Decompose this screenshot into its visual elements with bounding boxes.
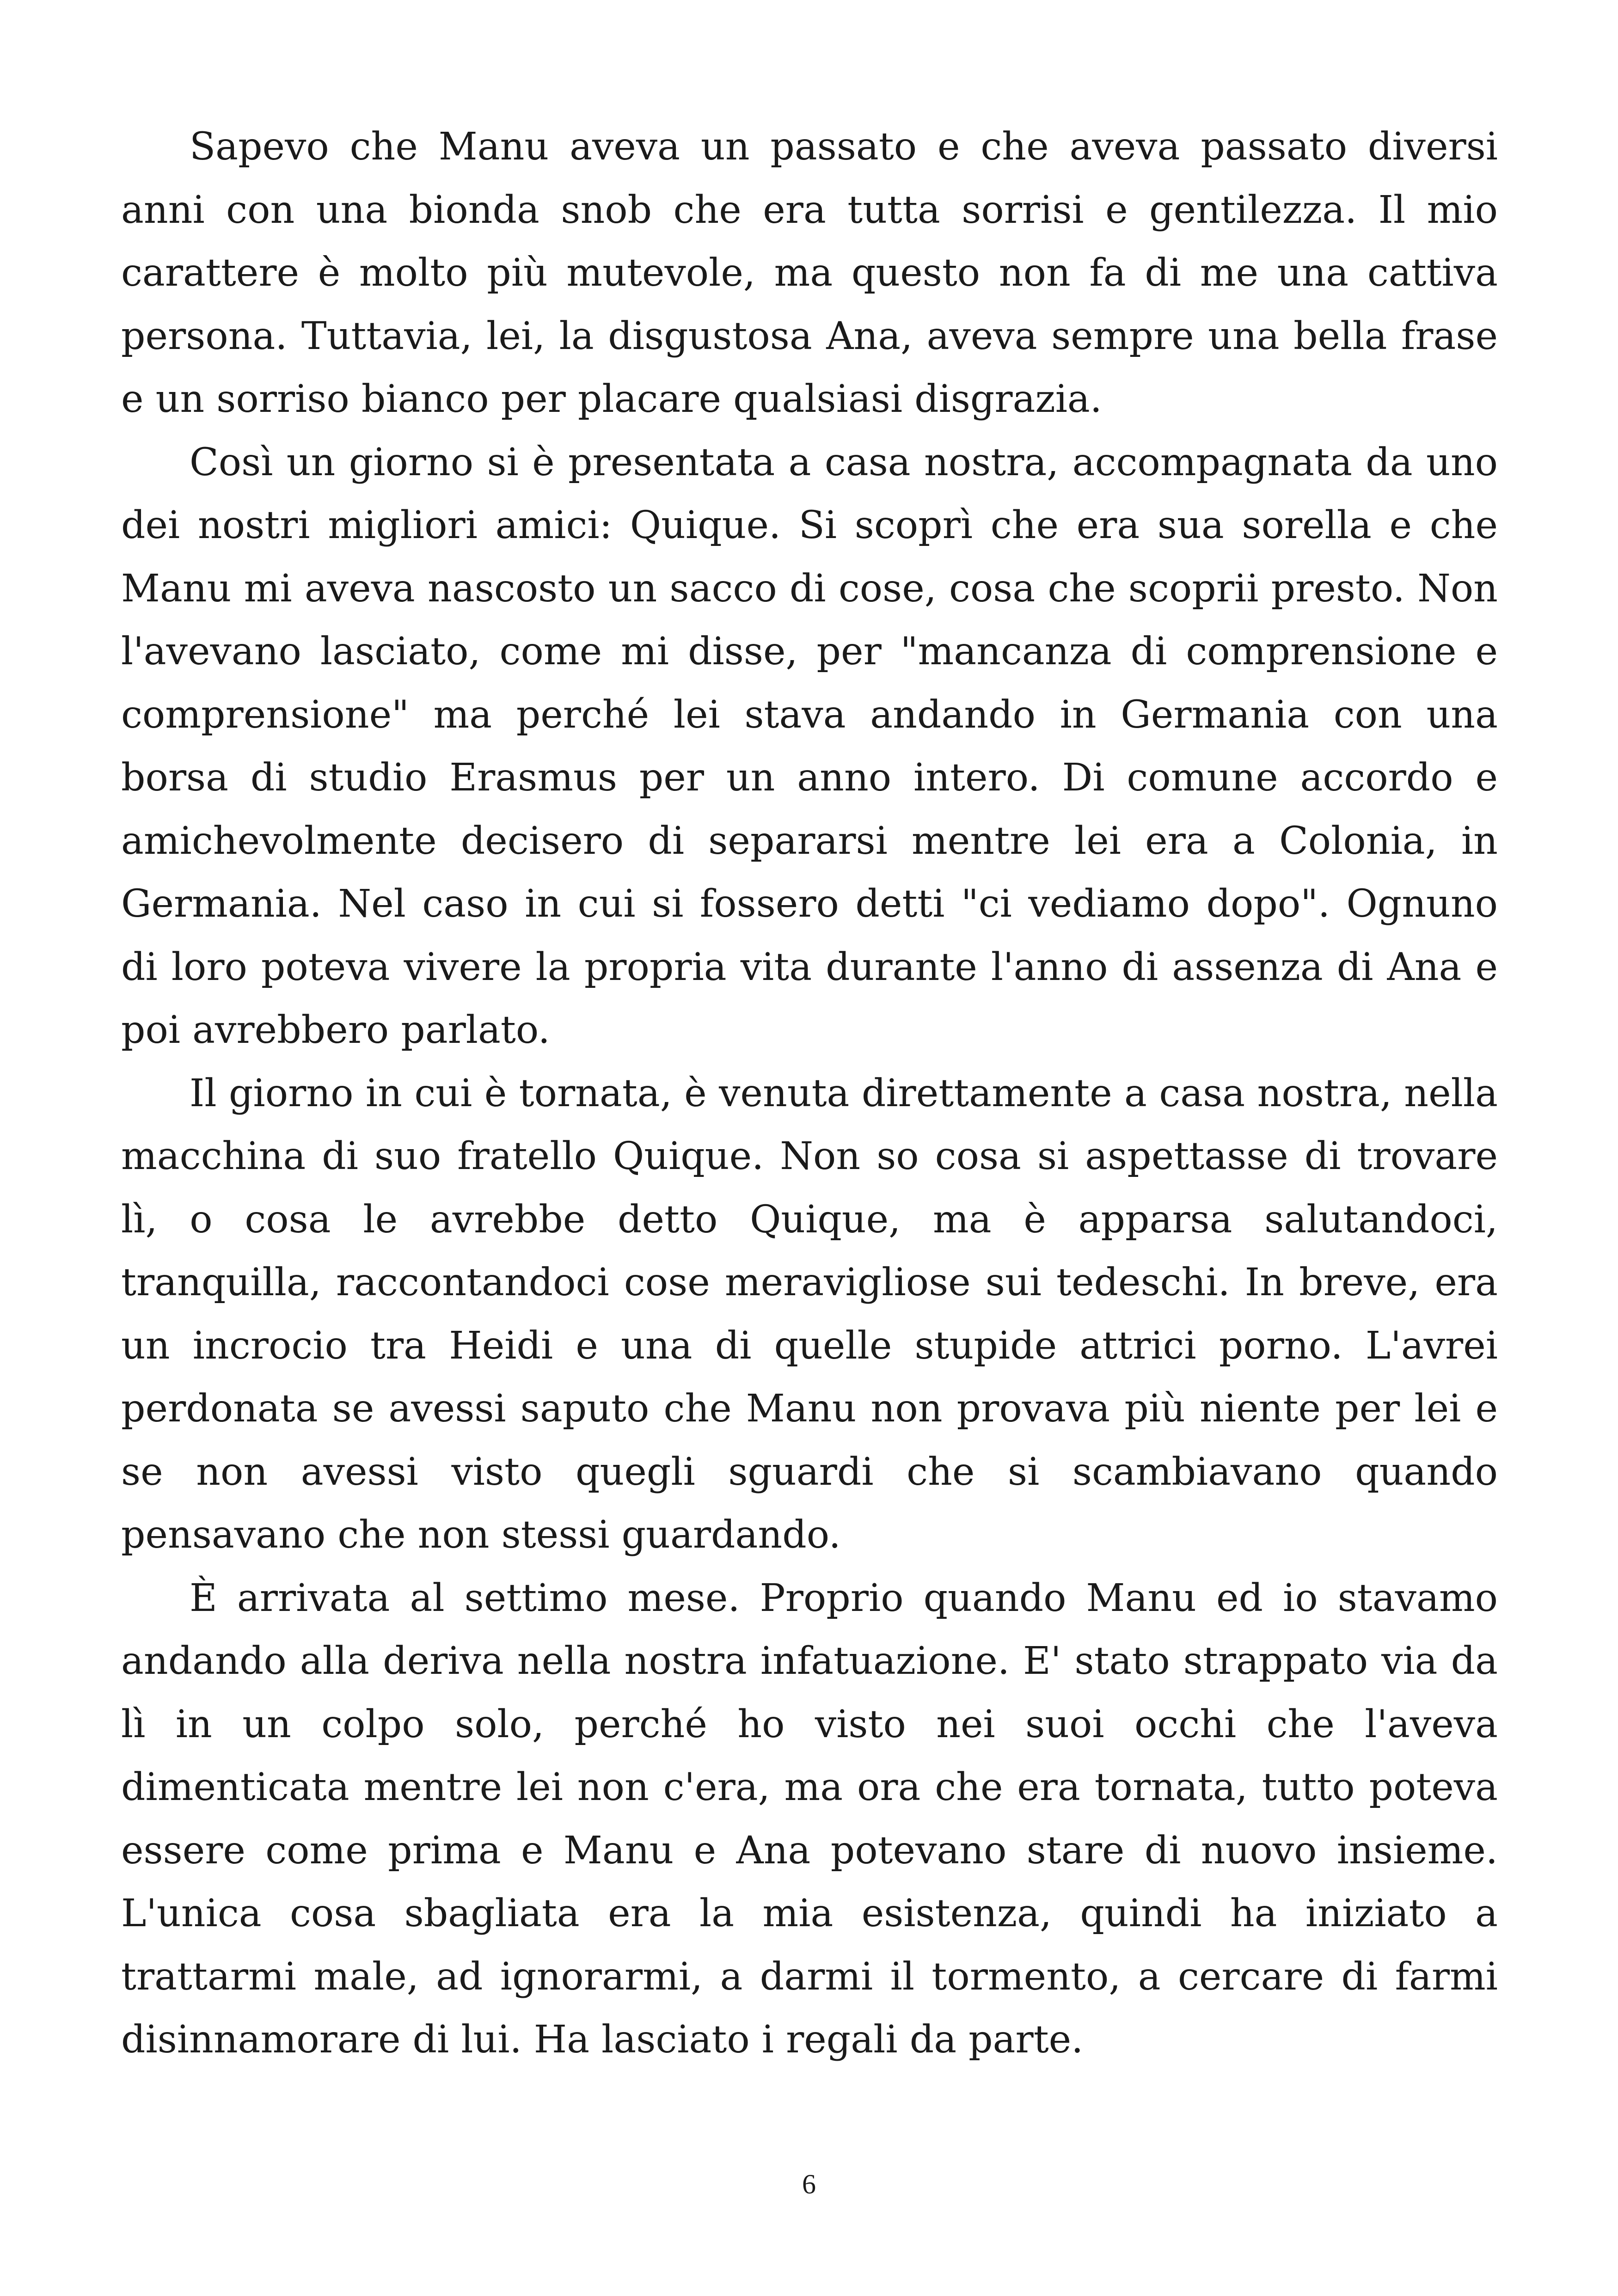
paragraph-4: È arrivata al settimo mese. Proprio quando Manu ed io stavamo andando alla deriva nella nostra infatuazione. E' stato strappato via da lì in un colpo solo, perché ho visto nei suoi occhi che l'aveva dimenticata mentre lei non c'era, ma ora che era tornata, tutto poteva essere come prima e Manu e Ana potevano stare di nuovo insieme. L'unica cosa sbagliata era la mia esistenza, quindi ha iniziato a trattarmi male, ad ignorarmi, a darmi il tormento, a cercare di farmi disinnamorare di lui. Ha lasciato i regali da parte. [121, 1576, 1498, 2062]
paragraph-3: Il giorno in cui è tornata, è venuta direttamente a casa nostra, nella macchina di suo fratello Quique. Non so cosa si aspettasse di trovare lì, o cosa le avrebbe detto Quique, ma è apparsa salutandoci, tranquilla, raccontandoci cose meravigliose sui tedeschi. In breve, era un incrocio tra Heidi e una di quelle stupide attrici porno. L'avrei perdonata se avessi saputo che Manu non provava più niente per lei e se non avessi visto quegli sguardi che si scambiavano quando pensavano che non stessi guardando. [121, 1071, 1498, 1557]
paragraph-2: Così un giorno si è presentata a casa nostra, accompagnata da uno dei nostri migliori amici: Quique. Si scoprì che era sua sorella e che Manu mi aveva nascosto un sacco di cose, cosa che scoprii presto. Non l'avevano lasciato, come mi disse, per "mancanza di comprensione e comprensione" ma perché lei stava andando in Germania con una borsa di studio Erasmus per un anno intero. Di comune accordo e amichevolmente decisero di separarsi mentre lei era a Colonia, in Germania. Nel caso in cui si fossero detti "ci vediamo dopo". Ognuno di loro poteva vivere la propria vita durante l'anno di assenza di Ana e poi avrebbero parlato. [121, 440, 1498, 1052]
page-number: 6 [802, 2169, 816, 2199]
body-text [121, 116, 1498, 2072]
paragraph-1: Sapevo che Manu aveva un passato e che aveva passato diversi anni con una bionda snob che era tutta sorrisi e gentilezza. Il mio carattere è molto più mutevole, ma questo non fa di me una cattiva persona. Tuttavia, lei, la disgustosa Ana, aveva sempre una bella frase e un sorriso bianco per placare qualsiasi disgrazia. [121, 125, 1498, 421]
